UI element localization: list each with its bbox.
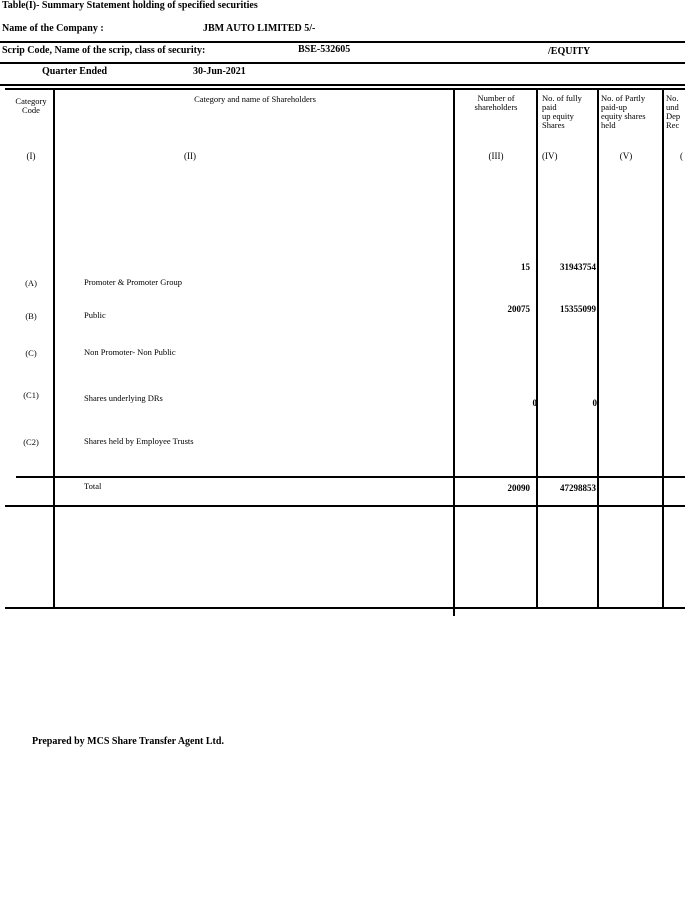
- row-name: Shares held by Employee Trusts: [84, 436, 194, 446]
- row-name: Promoter & Promoter Group: [84, 277, 182, 287]
- row-code: (B): [25, 311, 37, 321]
- row-name: Shares underlying DRs: [84, 393, 163, 403]
- company-label: Name of the Company :: [2, 23, 104, 34]
- row-code: (A): [25, 278, 37, 288]
- table-title: Table(I)- Summary Statement holding of specified securities: [2, 0, 258, 11]
- col-heading-shareholders: Number of shareholders: [474, 93, 518, 112]
- total-fully-paid: 47298853: [560, 483, 596, 493]
- quarter-label: Quarter Ended: [42, 66, 108, 77]
- row-code: (C2): [23, 437, 39, 447]
- col-roman: (IV): [542, 151, 558, 161]
- total-shareholders: 20090: [507, 483, 530, 493]
- row-shareholders: 20075: [507, 304, 530, 314]
- divider: [0, 41, 685, 43]
- scrip-label: Scrip Code, Name of the scrip, class of security:: [2, 45, 206, 56]
- col-roman: (: [680, 151, 683, 161]
- col-roman: (V): [619, 151, 633, 161]
- col-roman: (II): [184, 151, 196, 161]
- row-code: (C1): [23, 390, 39, 400]
- scrip-code: BSE-532605: [298, 44, 351, 55]
- row-name: Public: [84, 310, 106, 320]
- col-heading-name: Category and name of Shareholders: [194, 94, 316, 104]
- total-bottom-border: [5, 505, 685, 507]
- row-shareholders: 15: [521, 262, 530, 272]
- company-name: JBM AUTO LIMITED 5/-: [203, 23, 316, 34]
- row-name: Non Promoter- Non Public: [84, 347, 176, 357]
- row-fully-paid: 15355099: [560, 304, 596, 314]
- column-divider: [597, 88, 599, 608]
- column-divider: [453, 88, 455, 616]
- table-bottom-border: [5, 607, 685, 609]
- divider: [0, 84, 685, 86]
- col-roman: (III): [488, 151, 504, 161]
- divider: [0, 62, 685, 64]
- total-top-border: [16, 476, 685, 478]
- col-roman: (I): [26, 151, 36, 161]
- row-code: (C): [25, 348, 37, 358]
- col-heading-code: Category Code: [15, 96, 47, 115]
- col-heading-underlying: No. und Dep Rec: [666, 93, 681, 130]
- row-shareholders: 0: [532, 398, 537, 408]
- row-fully-paid: 0: [592, 398, 597, 408]
- column-divider: [662, 88, 664, 608]
- security-class: /EQUITY: [548, 46, 591, 57]
- table-top-border: [5, 88, 685, 90]
- col-heading-partly-paid: No. of Partly paid-up equity shares held: [601, 93, 646, 130]
- column-divider: [536, 88, 538, 608]
- total-label: Total: [84, 481, 102, 491]
- column-divider: [53, 88, 55, 608]
- col-heading-fully-paid: No. of fully paid up equity Shares: [542, 93, 582, 130]
- quarter-date: 30-Jun-2021: [193, 66, 246, 77]
- prepared-by: Prepared by MCS Share Transfer Agent Ltd.: [32, 736, 224, 747]
- row-fully-paid: 31943754: [560, 262, 596, 272]
